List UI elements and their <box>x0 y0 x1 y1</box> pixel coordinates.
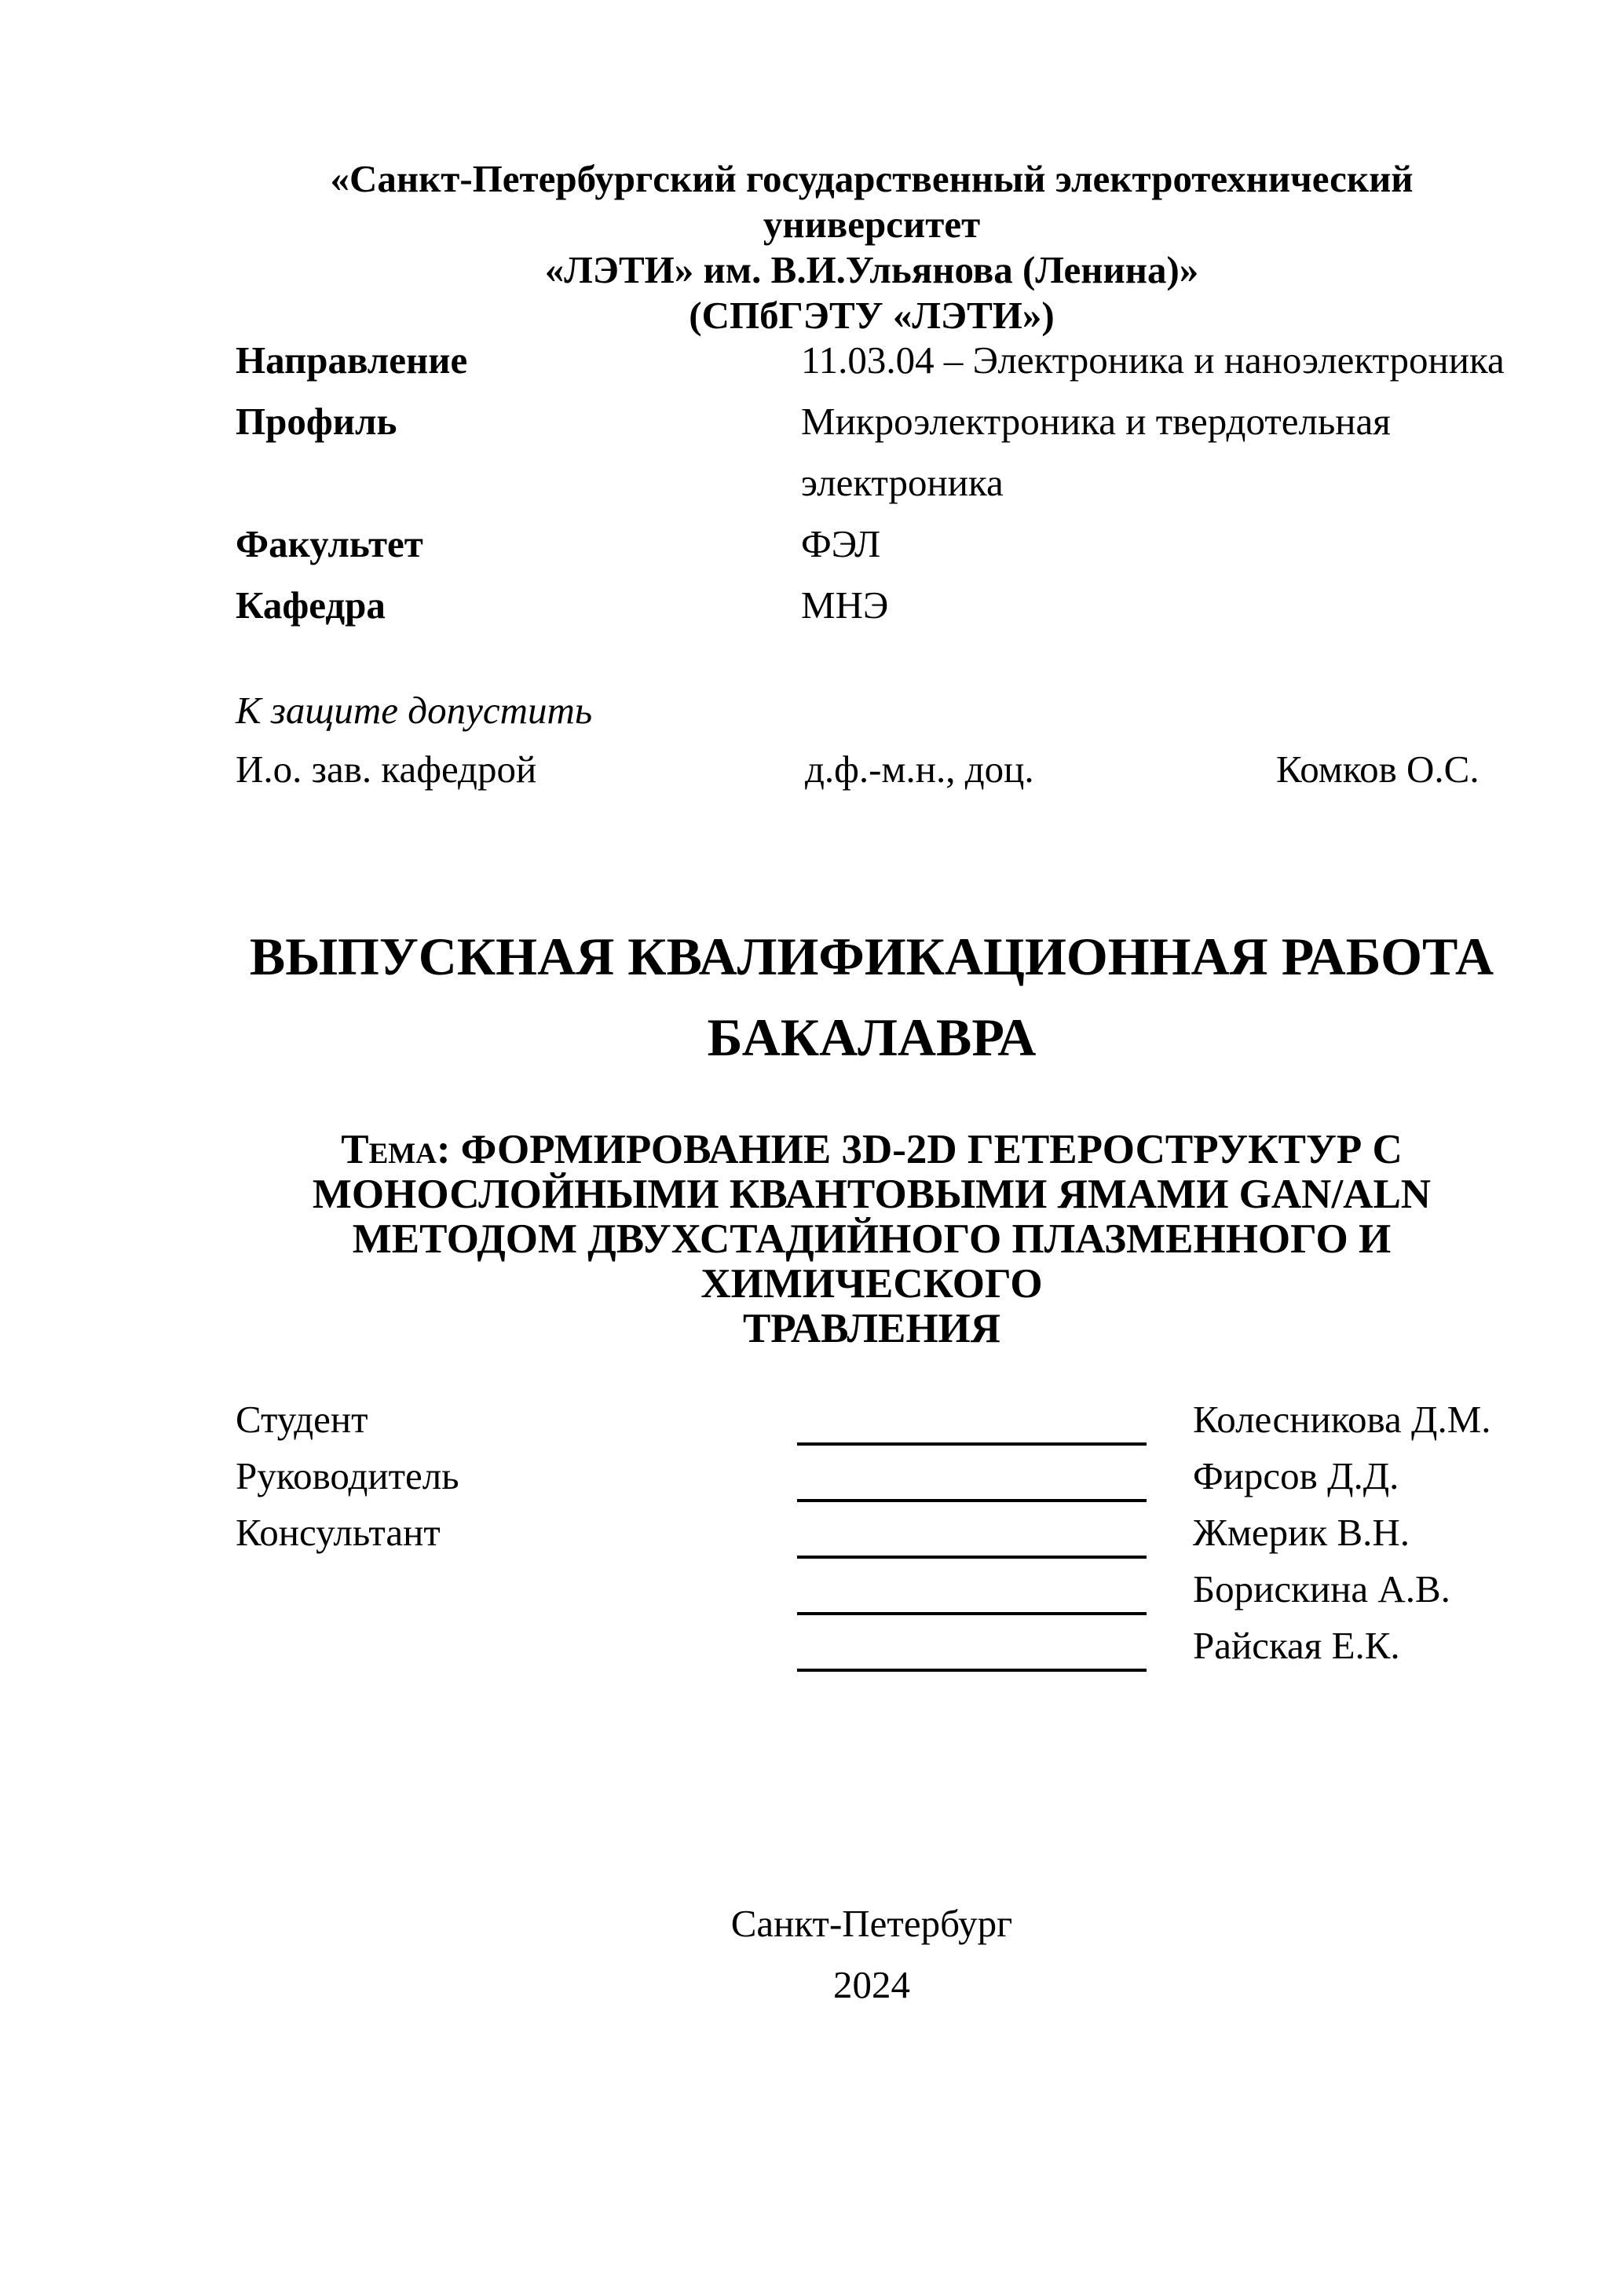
signature-line <box>797 1391 1147 1446</box>
signature-line <box>797 1504 1147 1559</box>
signature-name: Колесникова Д.М. <box>1193 1398 1491 1441</box>
work-type-line-2: БАКАЛАВРА <box>707 1007 1037 1067</box>
university-name-line-1: «Санкт-Петербургский государственный электротехнический университет <box>330 157 1414 246</box>
signature-row-consultant-1 <box>236 1504 1539 1561</box>
approval-degree: д.ф.-м.н., доц. <box>805 748 1034 791</box>
signature-block <box>236 1391 1539 1674</box>
thesis-topic <box>236 1128 1508 1351</box>
field-value-profile: Микроэлектроника и твердотельная электроника <box>801 400 1391 504</box>
thesis-topic-line-1: Тема: ФОРМИРОВАНИЕ 3D-2D ГЕТЕРОСТРУКТУР С <box>341 1127 1403 1172</box>
approval-position: И.о. зав. кафедрой <box>236 748 537 791</box>
field-row-faculty <box>236 514 1539 575</box>
signature-row-student <box>236 1391 1539 1448</box>
field-label-profile: Профиль <box>236 400 397 443</box>
university-name-line-2: «ЛЭТИ» им. В.И.Ульянова (Ленина)» <box>544 248 1199 291</box>
signature-label <box>236 1561 797 1618</box>
field-row-department <box>236 575 1539 636</box>
approval-row <box>236 739 1539 799</box>
thesis-topic-line-4: ХИМИЧЕСКОГО <box>700 1261 1043 1307</box>
signature-label <box>236 1618 797 1674</box>
thesis-topic-line-3: МЕТОДОМ ДВУХСТАДИЙНОГО ПЛАЗМЕННОГО И <box>352 1216 1392 1262</box>
signature-row-consultant-2 <box>236 1561 1539 1618</box>
field-value-direction: 11.03.04 – Электроника и наноэлектроника <box>801 338 1505 382</box>
signature-name: Райская Е.К. <box>1193 1624 1400 1667</box>
thesis-topic-line-2: МОНОСЛОЙНЫМИ КВАНТОВЫМИ ЯМАМИ GAN/ALN <box>312 1172 1432 1217</box>
university-name-line-3: (СПбГЭТУ «ЛЭТИ») <box>689 294 1055 337</box>
signature-label: Студент <box>236 1398 368 1441</box>
footer-year: 2024 <box>833 1963 910 2006</box>
signature-name: Борискина А.В. <box>1193 1567 1450 1610</box>
signature-name: Фирсов Д.Д. <box>1193 1454 1399 1497</box>
signature-line <box>797 1448 1147 1502</box>
field-row-direction <box>236 330 1539 391</box>
signature-line <box>797 1561 1147 1615</box>
signature-line <box>797 1618 1147 1672</box>
work-type-line-1: ВЫПУСКНАЯ КВАЛИФИКАЦИОННАЯ РАБОТА <box>249 927 1494 986</box>
signature-label: Руководитель <box>236 1454 459 1497</box>
signature-label: Консультант <box>236 1511 441 1554</box>
programme-fields <box>236 330 1539 636</box>
field-label-faculty: Факультет <box>236 522 423 565</box>
signature-row-consultant-3 <box>236 1618 1539 1674</box>
thesis-topic-line-5: ТРАВЛЕНИЯ <box>742 1306 1001 1351</box>
field-value-department: МНЭ <box>801 583 889 627</box>
approval-name: Комков О.С. <box>1276 748 1480 791</box>
field-value-faculty: ФЭЛ <box>801 522 881 565</box>
footer-city: Санкт-Петербург <box>730 1902 1013 1945</box>
field-label-department: Кафедра <box>236 583 386 627</box>
signature-row-supervisor <box>236 1448 1539 1504</box>
signature-name: Жмерик В.Н. <box>1193 1511 1410 1554</box>
field-label-direction: Направление <box>236 338 468 382</box>
admission-note: К защите допустить <box>236 689 593 732</box>
work-type-title <box>236 916 1508 1078</box>
field-row-profile <box>236 391 1539 514</box>
university-header <box>236 156 1508 338</box>
footer <box>236 1893 1508 2016</box>
